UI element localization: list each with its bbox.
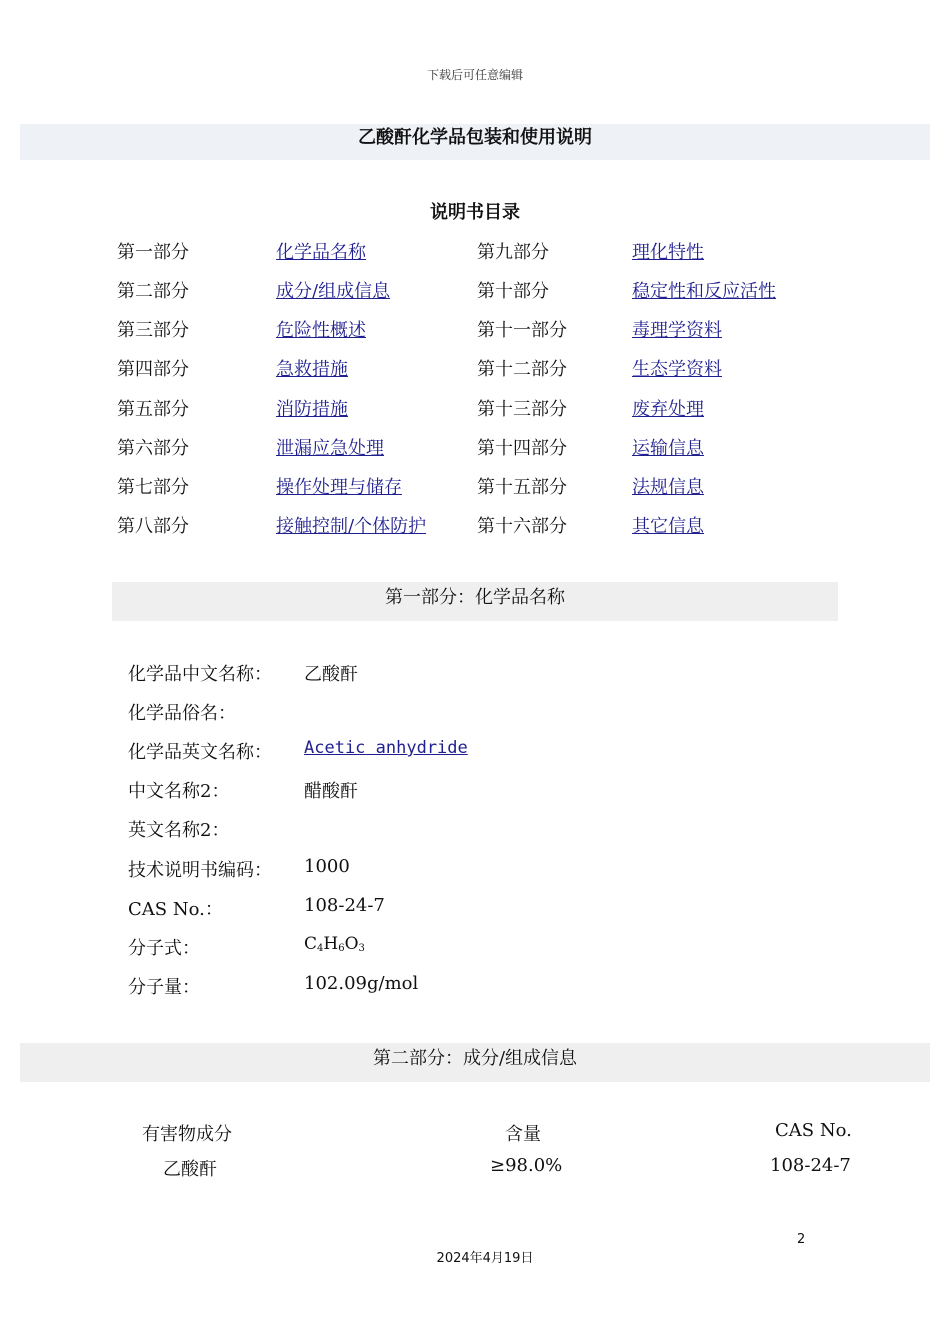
toc-part-label: 第十六部分 [477, 516, 567, 537]
toc-link[interactable]: 化学品名称 [276, 242, 366, 263]
property-value: 108-24-7 [304, 895, 385, 916]
document-title: 乙酸酐化学品包装和使用说明 [20, 124, 930, 160]
property-row [0, 816, 950, 846]
toc-part-label: 第一部分 [117, 242, 189, 263]
toc-link[interactable]: 理化特性 [632, 242, 704, 263]
property-label: 中文名称2： [128, 781, 230, 802]
toc-part-label: 第五部分 [117, 399, 189, 420]
toc-part-label: 第十三部分 [477, 399, 567, 420]
toc-part-label: 第十部分 [477, 281, 549, 302]
toc-link[interactable]: 接触控制/个体防护 [276, 516, 427, 537]
toc-link[interactable]: 消防措施 [276, 399, 348, 420]
toc-link[interactable]: 危险性概述 [276, 320, 366, 341]
table-cell: 乙酸酐 [163, 1159, 217, 1180]
toc-part-label: 第十一部分 [477, 320, 567, 341]
property-label: CAS No.： [128, 899, 223, 920]
toc-link[interactable]: 其它信息 [632, 516, 704, 537]
footer-date: 2024年4月19日 [436, 1251, 534, 1266]
property-row [0, 660, 950, 690]
table-cell: ≥98.0% [490, 1155, 563, 1176]
toc-link[interactable]: 运输信息 [632, 438, 704, 459]
toc-row [0, 395, 950, 425]
property-row [0, 856, 950, 886]
toc-row [0, 355, 950, 385]
toc-row [0, 512, 950, 542]
toc-part-label: 第二部分 [117, 281, 189, 302]
property-label: 化学品英文名称： [128, 742, 272, 763]
property-value: 1000 [304, 856, 350, 877]
toc-link[interactable]: 稳定性和反应活性 [632, 281, 776, 302]
toc-link[interactable]: 废弃处理 [632, 399, 704, 420]
property-row [0, 699, 950, 729]
property-label: 英文名称2： [128, 820, 230, 841]
toc-part-label: 第十五部分 [477, 477, 567, 498]
toc-row [0, 473, 950, 503]
english-name-link[interactable]: Acetic anhydride [304, 738, 468, 758]
toc-link[interactable]: 成分/组成信息 [276, 281, 391, 302]
property-value: 102.09g/mol [304, 973, 419, 994]
toc-link[interactable]: 急救措施 [276, 359, 348, 380]
property-row [0, 973, 950, 1003]
toc-link[interactable]: 法规信息 [632, 477, 704, 498]
property-value: 乙酸酐 [304, 664, 358, 685]
toc-part-label: 第九部分 [477, 242, 549, 263]
toc-row [0, 238, 950, 268]
toc-link[interactable]: 生态学资料 [632, 359, 722, 380]
toc-row [0, 316, 950, 346]
property-label: 化学品中文名称： [128, 664, 272, 685]
property-value: 醋酸酐 [304, 781, 358, 802]
header-note: 下载后可任意编辑 [426, 68, 523, 82]
toc-part-label: 第十二部分 [477, 359, 567, 380]
toc-part-label: 第七部分 [117, 477, 189, 498]
toc-row [0, 277, 950, 307]
property-label: 分子量： [128, 977, 200, 998]
toc-part-label: 第四部分 [117, 359, 189, 380]
property-row [0, 895, 950, 925]
toc-part-label: 第六部分 [117, 438, 189, 459]
toc-part-label: 第三部分 [117, 320, 189, 341]
property-label: 化学品俗名： [128, 703, 236, 724]
table-header: CAS No. [775, 1120, 852, 1141]
toc-row [0, 434, 950, 464]
table-header: 有害物成分 [142, 1124, 232, 1145]
molecular-formula: $C_4H_6O_3$ [304, 934, 365, 954]
toc-link[interactable]: 操作处理与储存 [276, 477, 402, 498]
property-label: 技术说明书编码： [128, 860, 272, 881]
toc-link[interactable]: 泄漏应急处理 [276, 438, 384, 459]
table-header: 含量 [505, 1124, 541, 1145]
table-cell: 108-24-7 [770, 1155, 851, 1176]
property-row [0, 777, 950, 807]
toc-part-label: 第八部分 [117, 516, 189, 537]
toc-link[interactable]: 毒理学资料 [632, 320, 722, 341]
property-row [0, 934, 950, 964]
section2-heading: 第二部分：成分/组成信息 [20, 1043, 930, 1082]
page-number: 2 [797, 1232, 806, 1247]
section1-heading: 第一部分：化学品名称 [112, 582, 838, 621]
property-label: 分子式： [128, 938, 200, 959]
property-row [0, 738, 950, 768]
toc-part-label: 第十四部分 [477, 438, 567, 459]
toc-title: 说明书目录 [430, 202, 520, 223]
